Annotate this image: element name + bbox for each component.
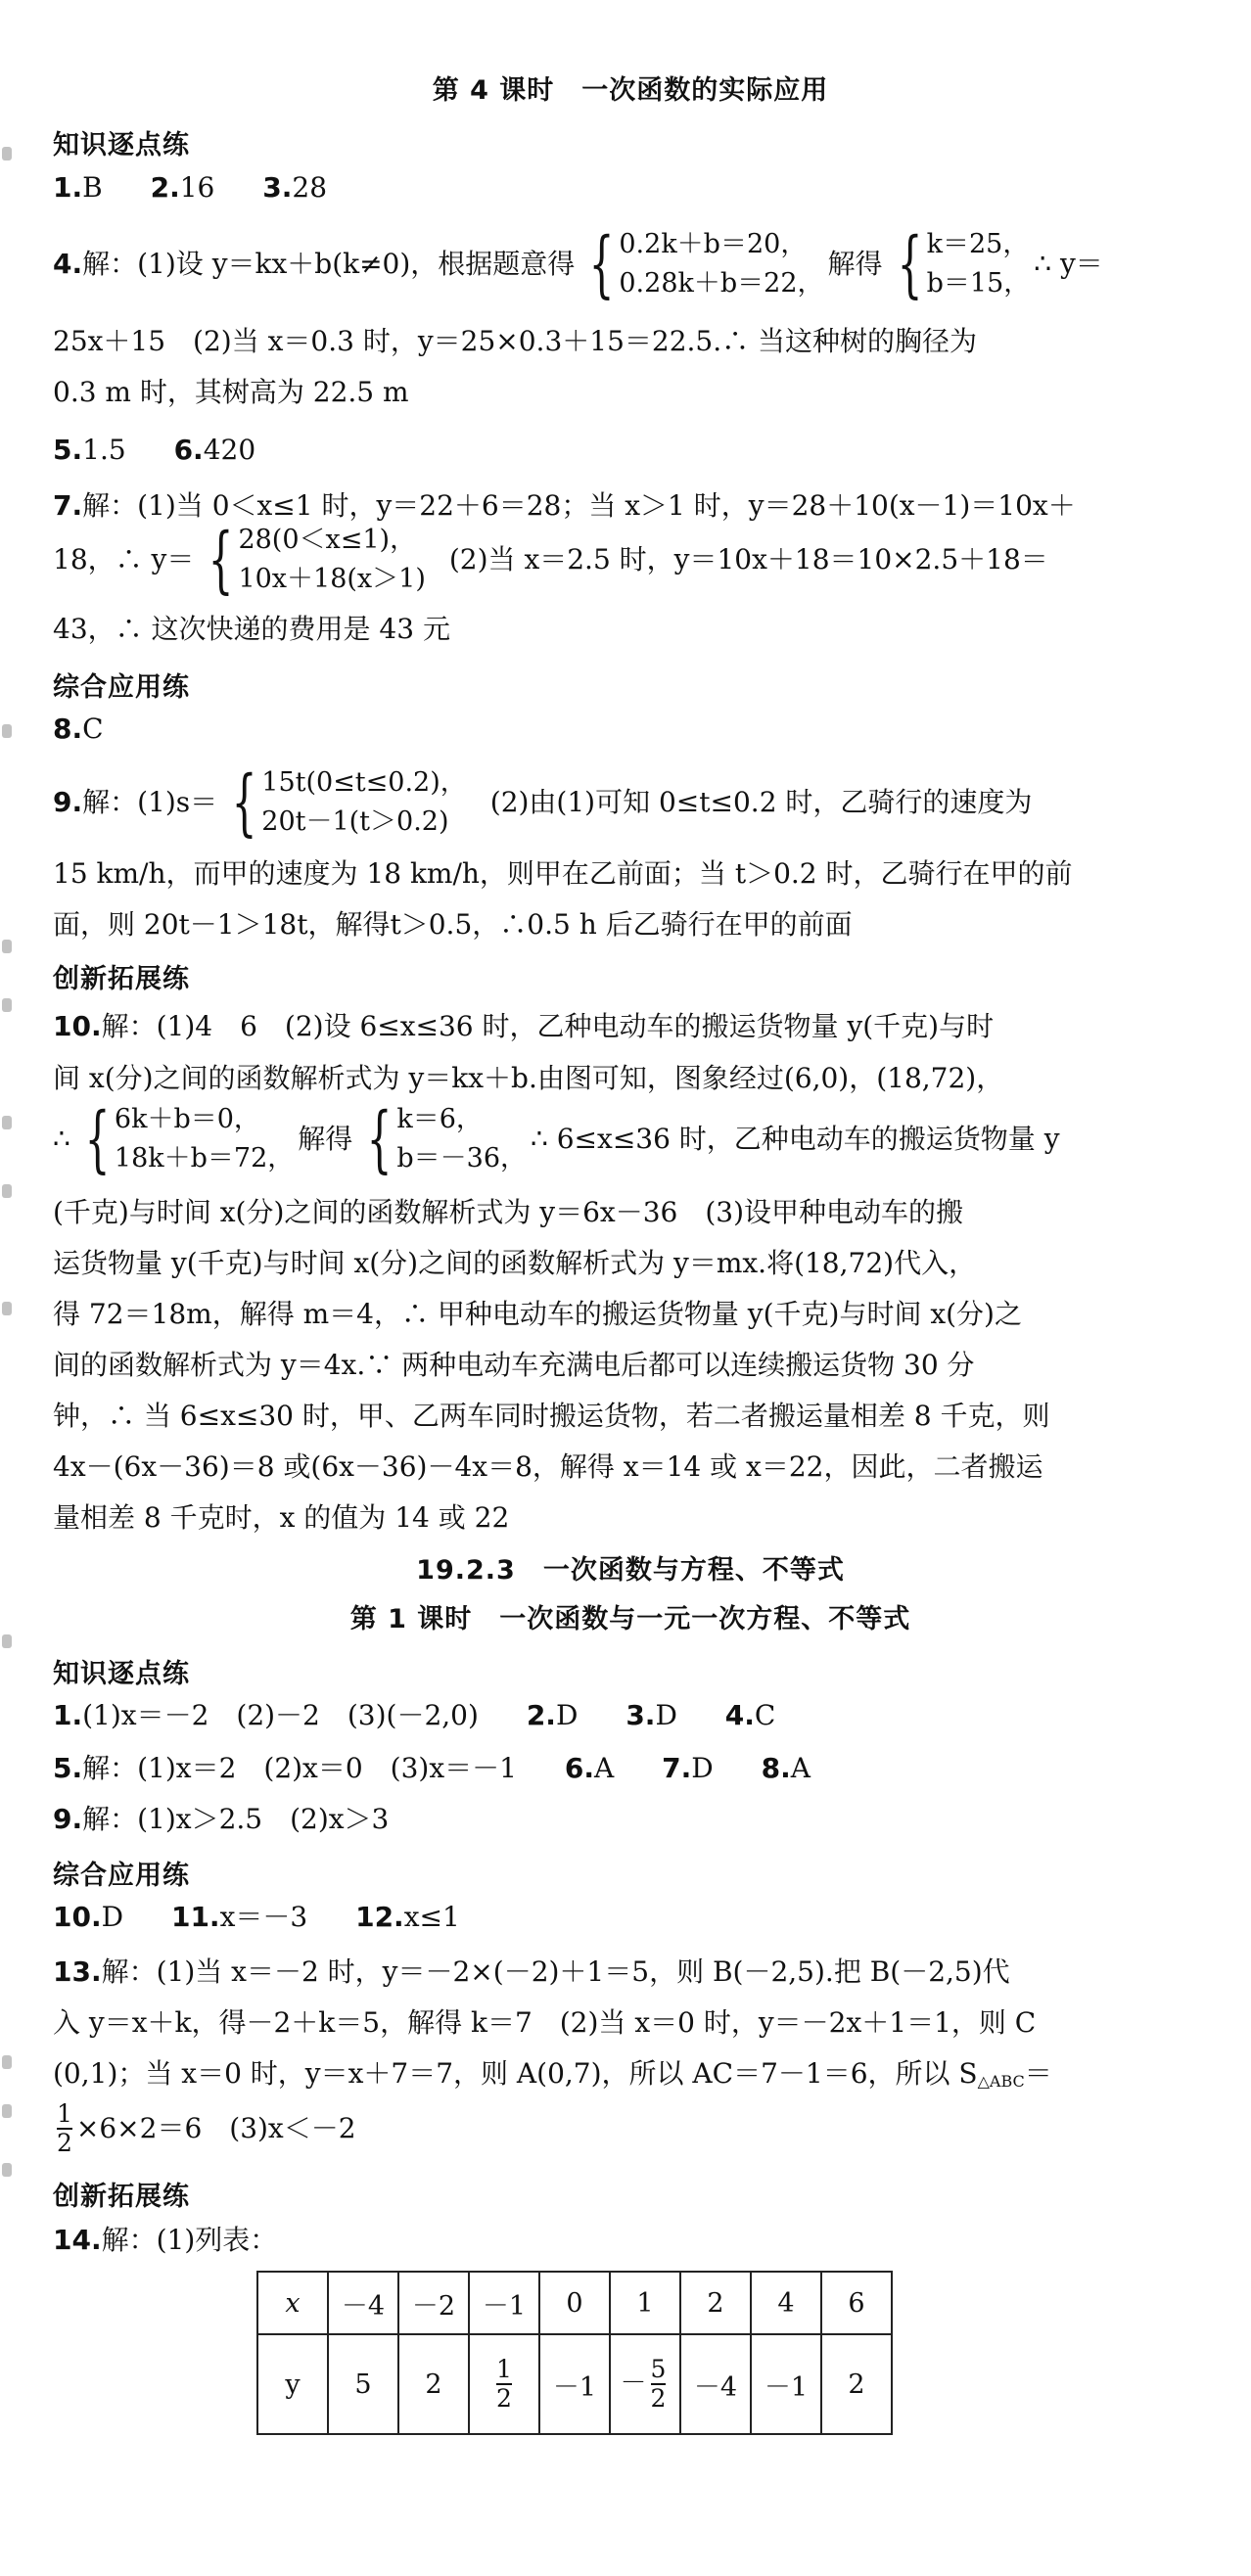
section-comprehensive-2: 综合应用练 [53,1861,190,1891]
q9-system: { 15t(0≤t≤0.2)， 20t－1(t＞0.2) [231,760,467,845]
table-cell: －2 [398,2272,469,2334]
q13-line1: 13.解：(1)当 x＝－2 时，y＝－2×(－2)＋1＝5，则 B(－2,5).把 B(－2,5)代 [53,1955,1010,1988]
binding-edge [0,0,20,2576]
table-cell: －1 [469,2272,539,2334]
answers-1-3: 1.B 2.16 3.28 [53,171,328,204]
table-cell: 6 [821,2272,892,2334]
section-basic: 知识逐点练 [53,130,190,161]
q10-line6: 得 72＝18m，解得 m＝4，∴ 甲种电动车的搬运货物量 y(千克)与时间 x(分)之 [53,1298,1022,1330]
answers-1-4: 1.(1)x＝－2 (2)－2 (3)(－2,0) 2.D 3.D 4.C [53,1699,776,1731]
section-comprehensive: 综合应用练 [53,672,190,703]
table-cell: 2 [680,2272,751,2334]
q7-line1: 7.解：(1)当 0＜x≤1 时，y＝22＋6＝28；当 x＞1 时，y＝28＋10(x－1)＝10x＋ [53,489,1076,522]
table-cell: －1 [751,2334,821,2434]
q10-line10: 量相差 8 千克时，x 的值为 14 或 22 [53,1501,510,1534]
section-basic-2: 知识逐点练 [53,1659,190,1689]
q10-line1: 10.解：(1)4 6 (2)设 6≤x≤36 时，乙种电动车的搬运货物量 y(千克)与时 [53,1010,995,1042]
q13-line4: $\frac{1}{2}$ ×6×2＝6 (3)x＜－2 [57,2099,356,2157]
q10-system-1: { 6k＋b＝0， 18k＋b＝72， [84,1097,295,1181]
answer-8: 8.C [53,713,104,745]
lesson1-title: 第 1 课时 一次函数与一元一次方程、不等式 [349,1604,911,1634]
table-cell: 4 [751,2272,821,2334]
q9-line1: 9. 解：(1)s＝ { 15t(0≤t≤0.2)， 20t－1(t＞0.2) (2)由(1)可知 0≤t≤0.2 时，乙骑行的速度为 [53,760,1033,845]
table-cell: 2 [398,2334,469,2434]
q10-line5: 运货物量 y(千克)与时间 x(分)之间的函数解析式为 y＝mx.将(18,72)代入， [53,1247,977,1279]
table-cell-fraction [469,2334,539,2434]
section-innovation: 创新拓展练 [53,964,190,994]
q7-line3: 43，∴ 这次快递的费用是 43 元 [53,613,450,645]
q14-line1: 14.解：(1)列表： [53,2224,278,2256]
q4-system-2: { k＝25， b＝15， [897,222,1031,306]
q10-system-2: { k＝6， b＝－36， [366,1097,528,1181]
q9-line2: 15 km/h，而甲的速度为 18 km/h，则甲在乙前面；当 t＞0.2 时，乙骑行在甲的前 [53,857,1073,890]
lesson4-title: 第 4 课时 一次函数的实际应用 [432,75,829,106]
table-cell: 1 [610,2272,680,2334]
q10-line4: (千克)与时间 x(分)之间的函数解析式为 y＝6x－36 (3)设甲种电动车的搬 [53,1196,964,1228]
q4-system-1: { 0.2k＋b＝20， 0.28k＋b＝22， [588,222,824,306]
value-table [256,2271,893,2435]
q4-line1: 4. 解：(1)设 y＝kx＋b(k≠0)，根据题意得 { 0.2k＋b＝20， 0.28k＋b＝22， 解得 { k＝25， b＝15， ∴ y＝ [53,222,1103,306]
table-cell: 5 [328,2334,398,2434]
table-cell: －1 [539,2334,610,2434]
answers-5-6: 5.1.5 6.420 [53,434,256,466]
fraction-one-half: $\frac{1}{2}$ [57,2099,72,2157]
q4-line3: 0.3 m 时，其树高为 22.5 m [53,376,409,408]
answer-9: 9.解：(1)x＞2.5 (2)x＞3 [53,1803,390,1835]
table-cell: 2 [821,2334,892,2434]
q10-line8: 钟，∴ 当 6≤x≤30 时，甲、乙两车同时搬运货物，若二者搬运量相差 8 千克，则 [53,1400,1050,1432]
table-cell: －4 [328,2272,398,2334]
q7-system: { 28(0＜x≤1)， 10x＋18(x＞1) [208,518,426,602]
table-row-x [257,2272,892,2334]
q13-line3: (0,1)；当 x＝0 时，y＝x＋7＝7，则 A(0,7)，所以 AC＝7－1＝6，所以 $S_{\triangle ABC}=$ [53,2057,1052,2091]
q9-line3: 面，则 20t－1＞18t，解得t＞0.5，∴0.5 h 后乙骑行在甲的前面 [53,908,853,941]
table-cell: x [257,2272,328,2334]
q13-line2: 入 y＝x＋k，得－2＋k＝5，解得 k＝7 (2)当 x＝0 时，y＝－2x＋1＝1，则 C [53,2006,1037,2039]
table-cell: y [257,2334,328,2434]
q10-line2: 间 x(分)之间的函数解析式为 y＝kx＋b.由图可知，图象经过(6,0)，(18,72)， [53,1062,1004,1094]
section-1923-title: 19.2.3 一次函数与方程、不等式 [416,1555,845,1586]
q10-line3: ∴ { 6k＋b＝0， 18k＋b＝72， 解得 { k＝6， b＝－36， ∴ 6≤x≤36 时，乙种电动车的搬运货物量 y [53,1097,1060,1181]
section-innovation-2: 创新拓展练 [53,2182,190,2212]
table-cell: 0 [539,2272,610,2334]
table-row-y [257,2334,892,2434]
table-cell-fraction: － $\frac{5}{2}$ [610,2334,680,2434]
fraction-one-half: $\frac{1}{2}$ [496,2355,512,2413]
table-cell: －4 [680,2334,751,2434]
q10-line9: 4x－(6x－36)＝8 或(6x－36)－4x＝8，解得 x＝14 或 x＝22，因此，二者搬运 [53,1450,1043,1483]
q10-line7: 间的函数解析式为 y＝4x.∵ 两种电动车充满电后都可以连续搬运货物 30 分 [53,1349,975,1381]
answers-10-12: 10.D 11.x＝－3 12.x≤1 [53,1901,460,1933]
q7-line2: 18，∴ y＝ { 28(0＜x≤1)， 10x＋18(x＞1) (2)当 x＝2.5 时，y＝10x＋18＝10×2.5＋18＝ [53,518,1048,602]
fraction-five-halves: $\frac{5}{2}$ [650,2355,667,2413]
answers-5-8: 5.解：(1)x＝2 (2)x＝0 (3)x＝－1 6.A 7.D 8.A [53,1752,811,1784]
q4-line2: 25x＋15 (2)当 x＝0.3 时，y＝25×0.3＋15＝22.5.∴ 当这种树的胸径为 [53,325,978,357]
